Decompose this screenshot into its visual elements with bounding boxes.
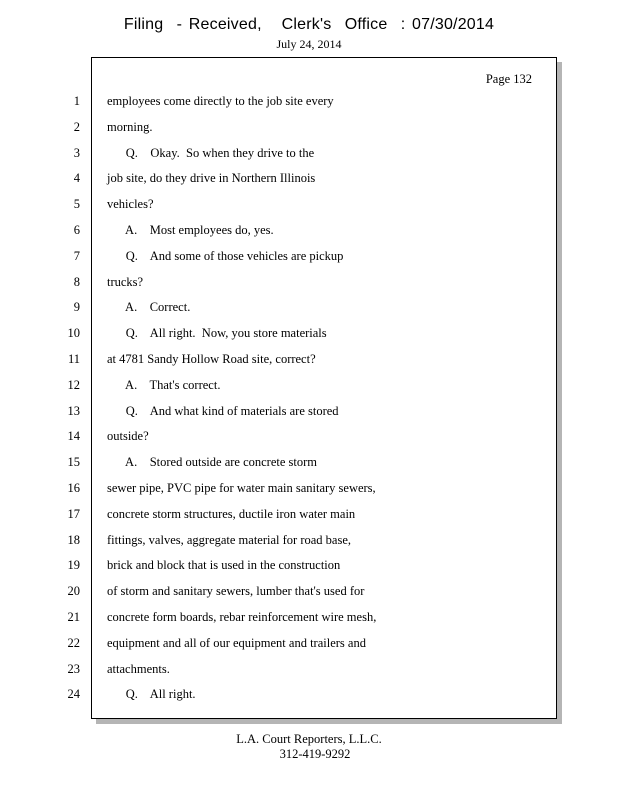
- line-number: 16: [67, 481, 80, 495]
- line-number: 2: [73, 119, 80, 134]
- line-number: 24: [67, 687, 80, 702]
- transcript-line: [0, 197, 618, 223]
- line-text: equipment and all of our equipment and trailers and: [107, 635, 366, 650]
- line-number: 11: [67, 352, 80, 366]
- footer-phone: 312-419-9292: [279, 747, 351, 761]
- transcript-line: [0, 481, 618, 507]
- page-number: Page 132: [485, 72, 532, 86]
- line-number: 22: [67, 635, 80, 650]
- line-text: at 4781 Sandy Hollow Road site, correct?: [107, 352, 316, 366]
- transcript-line: [0, 404, 618, 430]
- filing-stamp-header: Filing - Received, Clerk's Office : 07/30/2014: [123, 16, 495, 33]
- line-text: sewer pipe, PVC pipe for water main sanitary sewers,: [107, 481, 376, 495]
- line-number: 9: [73, 300, 80, 315]
- line-text: vehicles?: [107, 197, 154, 212]
- transcript-line: [0, 429, 618, 455]
- transcript-line: [0, 378, 618, 404]
- line-number: 23: [67, 661, 80, 676]
- line-text: of storm and sanitary sewers, lumber that's used for: [107, 584, 365, 599]
- line-text: Q. And what kind of materials are stored: [107, 403, 339, 418]
- line-number: 1: [73, 94, 80, 108]
- transcript-line: [0, 249, 618, 275]
- line-text: A. Most employees do, yes.: [107, 223, 274, 237]
- line-number: 19: [67, 558, 80, 573]
- line-text: brick and block that is used in the construction: [107, 558, 341, 573]
- line-text: A. That's correct.: [107, 377, 221, 392]
- transcript-line: [0, 662, 618, 688]
- transcript-line: [0, 326, 618, 352]
- line-text: A. Correct.: [107, 300, 191, 315]
- deposition-date: July 24, 2014: [276, 37, 342, 51]
- line-text: concrete form boards, rebar reinforcement wire mesh,: [107, 610, 377, 624]
- transcript-line: [0, 120, 618, 146]
- line-number: 15: [67, 455, 80, 470]
- transcript-line: [0, 275, 618, 301]
- line-text: A. Stored outside are concrete storm: [107, 455, 318, 470]
- line-text: Q. And some of those vehicles are pickup: [107, 248, 344, 263]
- line-text: attachments.: [107, 661, 170, 676]
- transcript-line: [0, 687, 618, 713]
- line-number: 20: [67, 584, 80, 599]
- transcript-line: [0, 94, 618, 120]
- line-number: 3: [73, 145, 80, 160]
- line-number: 21: [67, 610, 80, 624]
- transcript-line: [0, 171, 618, 197]
- transcript-line: [0, 146, 618, 172]
- transcript-line: [0, 558, 618, 584]
- line-text: Q. All right.: [107, 687, 196, 702]
- footer-company: L.A. Court Reporters, L.L.C.: [236, 732, 382, 746]
- line-text: outside?: [107, 429, 149, 444]
- transcript-line: [0, 300, 618, 326]
- line-number: 8: [73, 274, 80, 289]
- line-text: fittings, valves, aggregate material for road base,: [107, 532, 352, 547]
- transcript-line: [0, 223, 618, 249]
- line-number: 18: [67, 532, 80, 547]
- line-number: 10: [67, 326, 80, 341]
- transcript-line: [0, 352, 618, 378]
- line-number: 13: [67, 403, 80, 418]
- line-number: 4: [73, 171, 80, 186]
- transcript-line: [0, 636, 618, 662]
- line-number: 17: [67, 506, 80, 521]
- line-number: 5: [73, 197, 80, 212]
- line-number: 12: [67, 377, 80, 392]
- line-number: 7: [73, 248, 80, 263]
- line-number: 14: [67, 429, 80, 444]
- transcript-line: [0, 455, 618, 481]
- line-number: 6: [73, 223, 80, 237]
- line-text: job site, do they drive in Northern Illinois: [107, 171, 316, 186]
- line-text: morning.: [107, 119, 153, 134]
- transcript-line: [0, 610, 618, 636]
- transcript-line: [0, 584, 618, 610]
- line-text: trucks?: [107, 274, 144, 289]
- line-text: Q. All right. Now, you store materials: [107, 326, 327, 341]
- transcript-line: [0, 507, 618, 533]
- line-text: Q. Okay. So when they drive to the: [107, 145, 315, 160]
- line-text: concrete storm structures, ductile iron water main: [107, 506, 356, 521]
- transcript-line: [0, 533, 618, 559]
- line-text: employees come directly to the job site every: [107, 94, 334, 108]
